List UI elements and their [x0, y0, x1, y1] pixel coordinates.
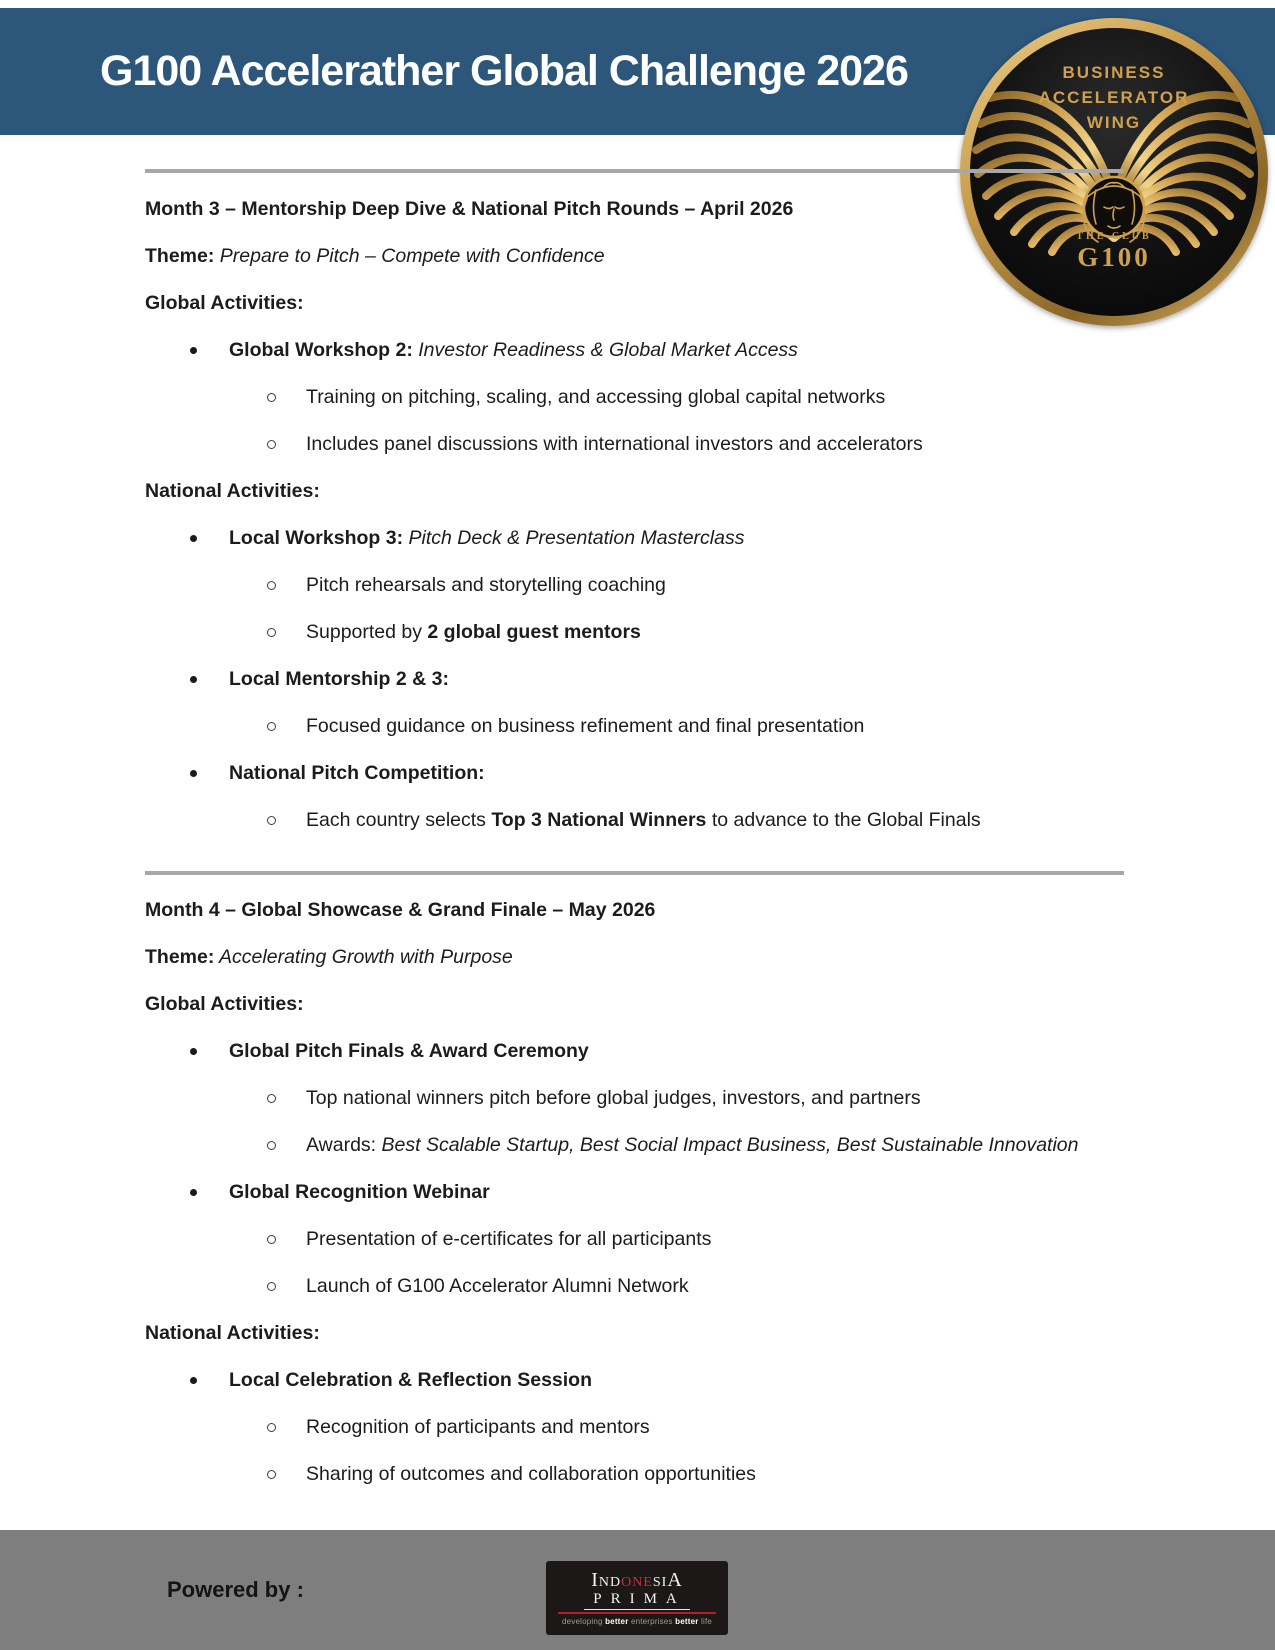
text-run: Global Recognition Webinar	[229, 1181, 490, 1203]
sub-bullet-item	[145, 1414, 1125, 1441]
bullet-item	[145, 1038, 1125, 1065]
sub-bullet-item	[145, 1085, 1125, 1112]
bullet-item	[145, 337, 1125, 364]
text-run: Focused guidance on business refinement and final presentation	[306, 715, 865, 737]
text-run: National Pitch Competition:	[229, 762, 485, 784]
disc-bullet-icon	[190, 1377, 197, 1384]
circle-bullet-icon	[267, 440, 276, 449]
text-runs	[145, 899, 655, 921]
text-runs	[306, 621, 641, 643]
tagline-word-bold: better	[675, 1617, 699, 1626]
logo-letters-red: one	[621, 1569, 653, 1591]
disc-bullet-icon	[190, 676, 197, 683]
doc-paragraph	[145, 1320, 1125, 1347]
tagline-word-bold: better	[605, 1617, 629, 1626]
section-divider	[145, 169, 1124, 173]
text-runs	[306, 1275, 689, 1297]
footer-bar	[0, 1530, 1275, 1650]
bullet-item	[145, 666, 1125, 693]
text-run: Local Celebration & Reflection Session	[229, 1369, 592, 1391]
text-run: Training on pitching, scaling, and accessing global capital networks	[306, 386, 886, 408]
disc-bullet-icon	[190, 1189, 197, 1196]
text-run: Top 3 National Winners	[491, 809, 707, 831]
bullet-item	[145, 760, 1125, 787]
badge-club-name: G100	[1077, 242, 1151, 272]
logo-letters: nd	[598, 1569, 622, 1591]
text-run: Month 4 – Global Showcase & Grand Finale – May 2026	[145, 899, 656, 921]
text-runs	[306, 386, 885, 408]
text-runs	[145, 292, 304, 314]
text-runs	[229, 1181, 490, 1203]
text-run: Global Pitch Finals & Award Ceremony	[229, 1040, 589, 1062]
text-run: Investor Readiness & Global Market Access	[412, 339, 798, 361]
text-runs	[306, 1087, 921, 1109]
text-runs	[145, 198, 793, 220]
text-runs	[229, 339, 798, 361]
tagline-word: developing	[561, 1617, 606, 1626]
tagline-word: enterprises	[628, 1617, 676, 1626]
logo-red-rule	[558, 1612, 716, 1614]
circle-bullet-icon	[267, 393, 276, 402]
doc-paragraph	[145, 243, 1125, 270]
text-run: Global Activities:	[145, 292, 304, 314]
doc-paragraph	[145, 196, 1125, 223]
disc-bullet-icon	[190, 347, 197, 354]
text-run: Global Activities:	[145, 993, 304, 1015]
text-run: Pitch rehearsals and storytelling coaching	[306, 574, 666, 596]
disc-bullet-icon	[190, 770, 197, 777]
text-run: Recognition of participants and mentors	[306, 1416, 650, 1438]
text-runs	[306, 809, 981, 831]
circle-bullet-icon	[267, 581, 276, 590]
section-divider	[145, 871, 1124, 875]
text-run: Each country selects	[306, 809, 492, 831]
disc-bullet-icon	[190, 535, 197, 542]
sub-bullet-item	[145, 807, 1125, 834]
text-runs	[145, 245, 605, 267]
text-runs	[229, 1369, 592, 1391]
text-run: Presentation of e-certificates for all participants	[306, 1228, 712, 1250]
bullet-item	[145, 1367, 1125, 1394]
indonesia-prima-logo	[546, 1561, 728, 1635]
text-runs	[145, 993, 304, 1015]
text-runs	[229, 1040, 589, 1062]
text-runs	[229, 762, 485, 784]
logo-tagline	[562, 1617, 712, 1626]
badge-line-wing: WING	[1086, 113, 1142, 132]
text-run: 2 global guest mentors	[427, 621, 641, 643]
text-runs	[306, 1228, 711, 1250]
circle-bullet-icon	[267, 1141, 276, 1150]
text-runs	[306, 433, 923, 455]
powered-by-label: Powered by :	[167, 1577, 304, 1602]
sub-bullet-item	[145, 1273, 1125, 1300]
sub-bullet-item	[145, 1226, 1125, 1253]
circle-bullet-icon	[267, 1423, 276, 1432]
tagline-word: life	[698, 1617, 713, 1626]
text-run: National Activities:	[145, 1322, 320, 1344]
circle-bullet-icon	[267, 1094, 276, 1103]
doc-paragraph	[145, 944, 1125, 971]
doc-paragraph	[145, 991, 1125, 1018]
text-run: Month 3 – Mentorship Deep Dive & National Pitch Rounds – April 2026	[145, 198, 794, 220]
text-run: Theme:	[145, 946, 215, 968]
text-runs	[306, 1134, 1079, 1156]
text-run: Pitch Deck & Presentation Masterclass	[403, 527, 745, 549]
page-title: G100 Accelerather Global Challenge 2026	[100, 47, 908, 95]
text-runs	[145, 946, 513, 968]
circle-bullet-icon	[267, 628, 276, 637]
text-runs	[229, 527, 744, 549]
circle-bullet-icon	[267, 1282, 276, 1291]
document-body	[145, 0, 1125, 1508]
bullet-item	[145, 1179, 1125, 1206]
doc-paragraph	[145, 478, 1125, 505]
text-run: Includes panel discussions with international investors and accelerators	[306, 433, 923, 455]
bullet-item	[145, 525, 1125, 552]
logo-letter: I	[591, 1569, 599, 1591]
text-run: Launch of G100 Accelerator Alumni Network	[306, 1275, 689, 1297]
logo-letter: A	[667, 1569, 683, 1591]
text-run: to advance to the Global Finals	[706, 809, 981, 831]
circle-bullet-icon	[267, 722, 276, 731]
text-run: Theme:	[145, 245, 215, 267]
circle-bullet-icon	[267, 816, 276, 825]
text-run: Local Workshop 3:	[229, 527, 404, 549]
text-run: Supported by	[306, 621, 428, 643]
text-runs	[229, 668, 449, 690]
text-runs	[306, 574, 666, 596]
text-runs	[306, 1463, 756, 1485]
text-run: Awards:	[306, 1134, 382, 1156]
sub-bullet-item	[145, 619, 1125, 646]
text-run: Best Scalable Startup, Best Social Impact Business, Best Sustainable Innovation	[381, 1134, 1079, 1156]
text-run: Prepare to Pitch – Compete with Confidence	[214, 245, 605, 267]
badge-club-label: THE CLUB	[1076, 231, 1152, 242]
badge-line-business: BUSINESS	[1062, 63, 1166, 82]
logo-letters: si	[652, 1569, 668, 1591]
text-runs	[306, 1416, 650, 1438]
sub-bullet-item	[145, 572, 1125, 599]
circle-bullet-icon	[267, 1470, 276, 1479]
doc-paragraph	[145, 897, 1125, 924]
disc-bullet-icon	[190, 1048, 197, 1055]
sub-bullet-item	[145, 384, 1125, 411]
text-runs	[145, 480, 320, 502]
text-run: National Activities:	[145, 480, 320, 502]
sub-bullet-item	[145, 1461, 1125, 1488]
badge-line-accelerator: ACCELERATOR	[1038, 88, 1190, 107]
circle-bullet-icon	[267, 1235, 276, 1244]
sub-bullet-item	[145, 713, 1125, 740]
text-run: Accelerating Growth with Purpose	[214, 946, 513, 968]
text-run: Sharing of outcomes and collaboration opportunities	[306, 1463, 756, 1485]
text-runs	[145, 1322, 320, 1344]
text-run: Global Workshop 2:	[229, 339, 413, 361]
text-run: Top national winners pitch before global judges, investors, and partners	[306, 1087, 921, 1109]
text-runs	[306, 715, 864, 737]
logo-wordmark-indonesia	[591, 1570, 683, 1591]
text-run: Local Mentorship 2 & 3:	[229, 668, 449, 690]
logo-wordmark-prima: PRIMA	[584, 1591, 690, 1610]
doc-paragraph	[145, 290, 1125, 317]
sub-bullet-item	[145, 431, 1125, 458]
sub-bullet-item	[145, 1132, 1125, 1159]
